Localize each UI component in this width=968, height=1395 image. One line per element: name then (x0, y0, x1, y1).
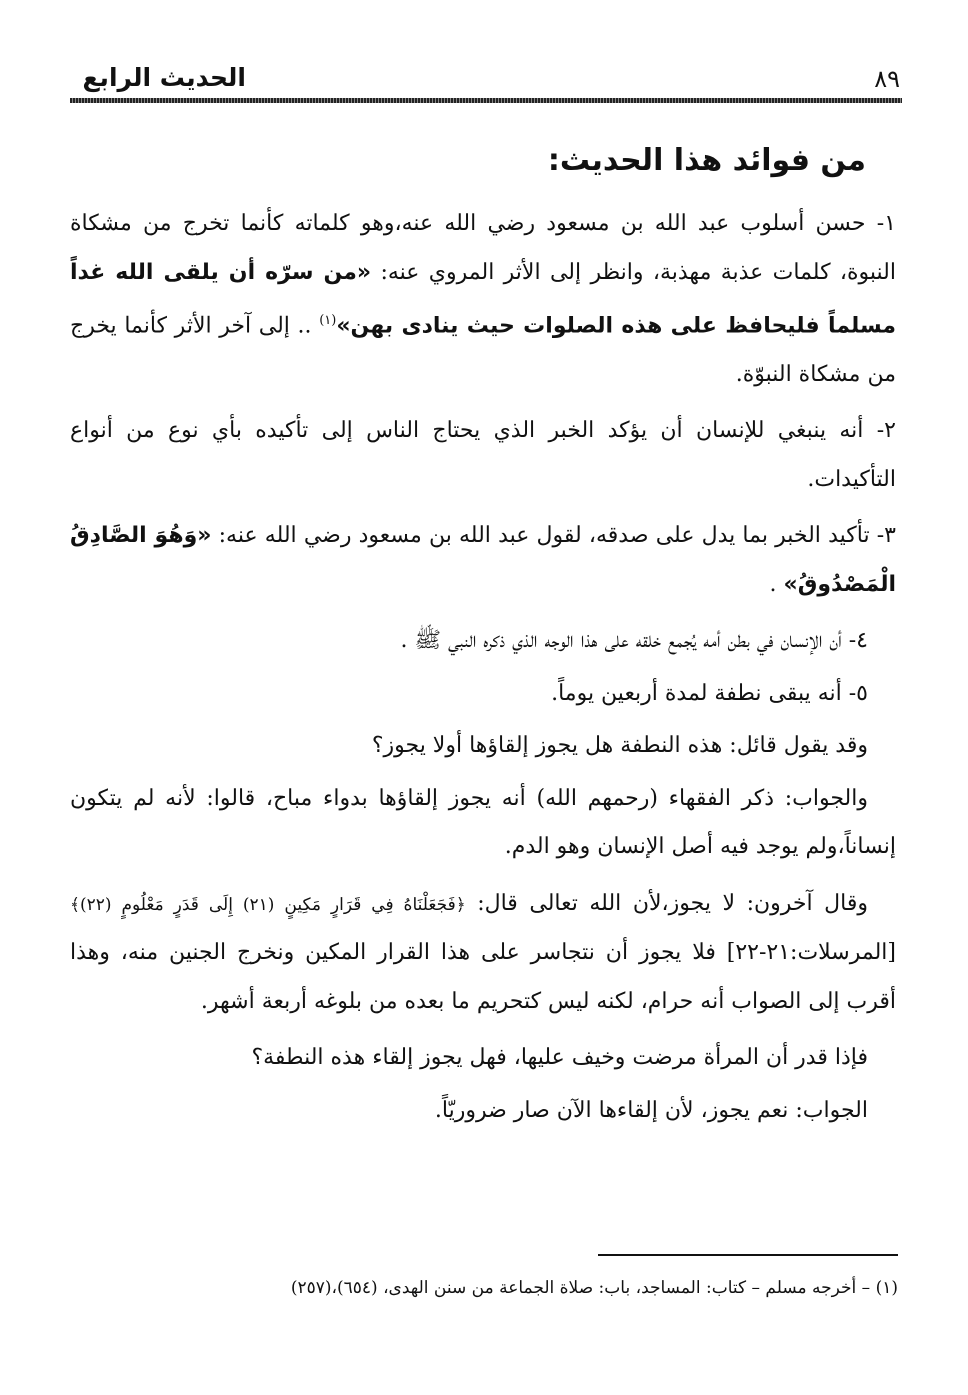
answer-2: الجواب: نعم يجوز، لأن إلقاءها الآن صار ضروريّاً. (434, 1097, 868, 1123)
benefit-1-text: ١- حسن أسلوب عبد الله بن مسعود رضي الله عنه،وهو كلماته كأنما تخرج من مشكاة النبوة، كلمات عذبة مهذبة، وانظر إلى الأثر المروي عنه: (70, 211, 896, 285)
footnote-ref: (١) (319, 313, 337, 328)
body-text (70, 200, 896, 1139)
running-title: الحديث الرابع (82, 63, 246, 92)
other-opinion-tail: [المرسلات:٢١-٢٢] فلا يجوز أن نتجاسر على هذا القرار المكين ونخرج الجنين منه، وهذا أقرب إلى الصواب أنه حرام، لكنه ليس كتحريم ما بعده من بلوغه أربعة أشهر. (70, 940, 896, 1014)
benefit-1 (70, 200, 896, 399)
quran-verse: ﴿فَجَعَلْنَاهُ فِي قَرَارٍ مَكِينٍ (٢١) إِلَى قَدَرٍ مَعْلُومٍ (٢٢)﴾ (70, 894, 466, 915)
benefit-1-tail: .. إلى آخر الأثر كأنما يخرج من مشكاة النبوّة. (70, 313, 896, 387)
section-heading: من فوائد هذا الحديث: (547, 143, 866, 178)
page-number: ٨٩ (874, 65, 900, 93)
other-opinion-text: وقال آخرون: لا يجوز،لأن الله تعالى قال: (465, 890, 868, 916)
benefit-3 (70, 512, 896, 609)
answer-1: والجواب: ذكر الفقهاء (رحمهم الله) أنه يجوز إلقاؤها بدواء مباح، قالوا: لأنه لم يتكون إنساناً،ولم يوجد فيه أصل الإنسان وهو الدم. (70, 785, 896, 860)
benefit-3-tail: . (769, 571, 784, 597)
header-rule (70, 98, 902, 103)
benefit-2: ٢- أنه ينبغي للإنسان أن يؤكد الخبر الذي يحتاج الناس إلى تأكيده بأي نوع من أنواع التأكيدات. (70, 418, 896, 492)
hadith-quote: «وَهُوَ الصَّادِقُ الْمَصْدُوقُ» (70, 523, 896, 597)
benefit-5: ٥- أنه يبقى نطفة لمدة أربعين يوماً. (551, 680, 868, 706)
athar-quote: «من سرّه أن يلقى الله غداً مسلماً فليحافظ على هذه الصلوات حيث ينادى بهن» (70, 259, 896, 339)
question-2: فإذا قدر أن المرأة مرضت وخيف عليها، فهل يجوز إلقاء هذه النطفة؟ (251, 1045, 868, 1071)
benefit-4: ٤- أن الإنسان في بطن أمه يُجمع خلقه على هذا الوجه الذي ذكره النبي ﷺ . (400, 628, 868, 654)
footnote: (١) – أخرجه مسلم – كتاب: المساجد، باب: صلاة الجماعة من سنن الهدى، (٦٥٤)،(٢٥٧) (290, 1278, 898, 1298)
footnote-rule (598, 1254, 898, 1256)
other-opinion (70, 880, 896, 1027)
question-1: وقد يقول قائل: هذه النطفة هل يجوز إلقاؤها أولا يجوز؟ (371, 733, 868, 759)
benefit-3-text: ٣- تأكيد الخبر بما يدل على صدقه، لقول عبد الله بن مسعود رضي الله عنه: (211, 523, 896, 549)
